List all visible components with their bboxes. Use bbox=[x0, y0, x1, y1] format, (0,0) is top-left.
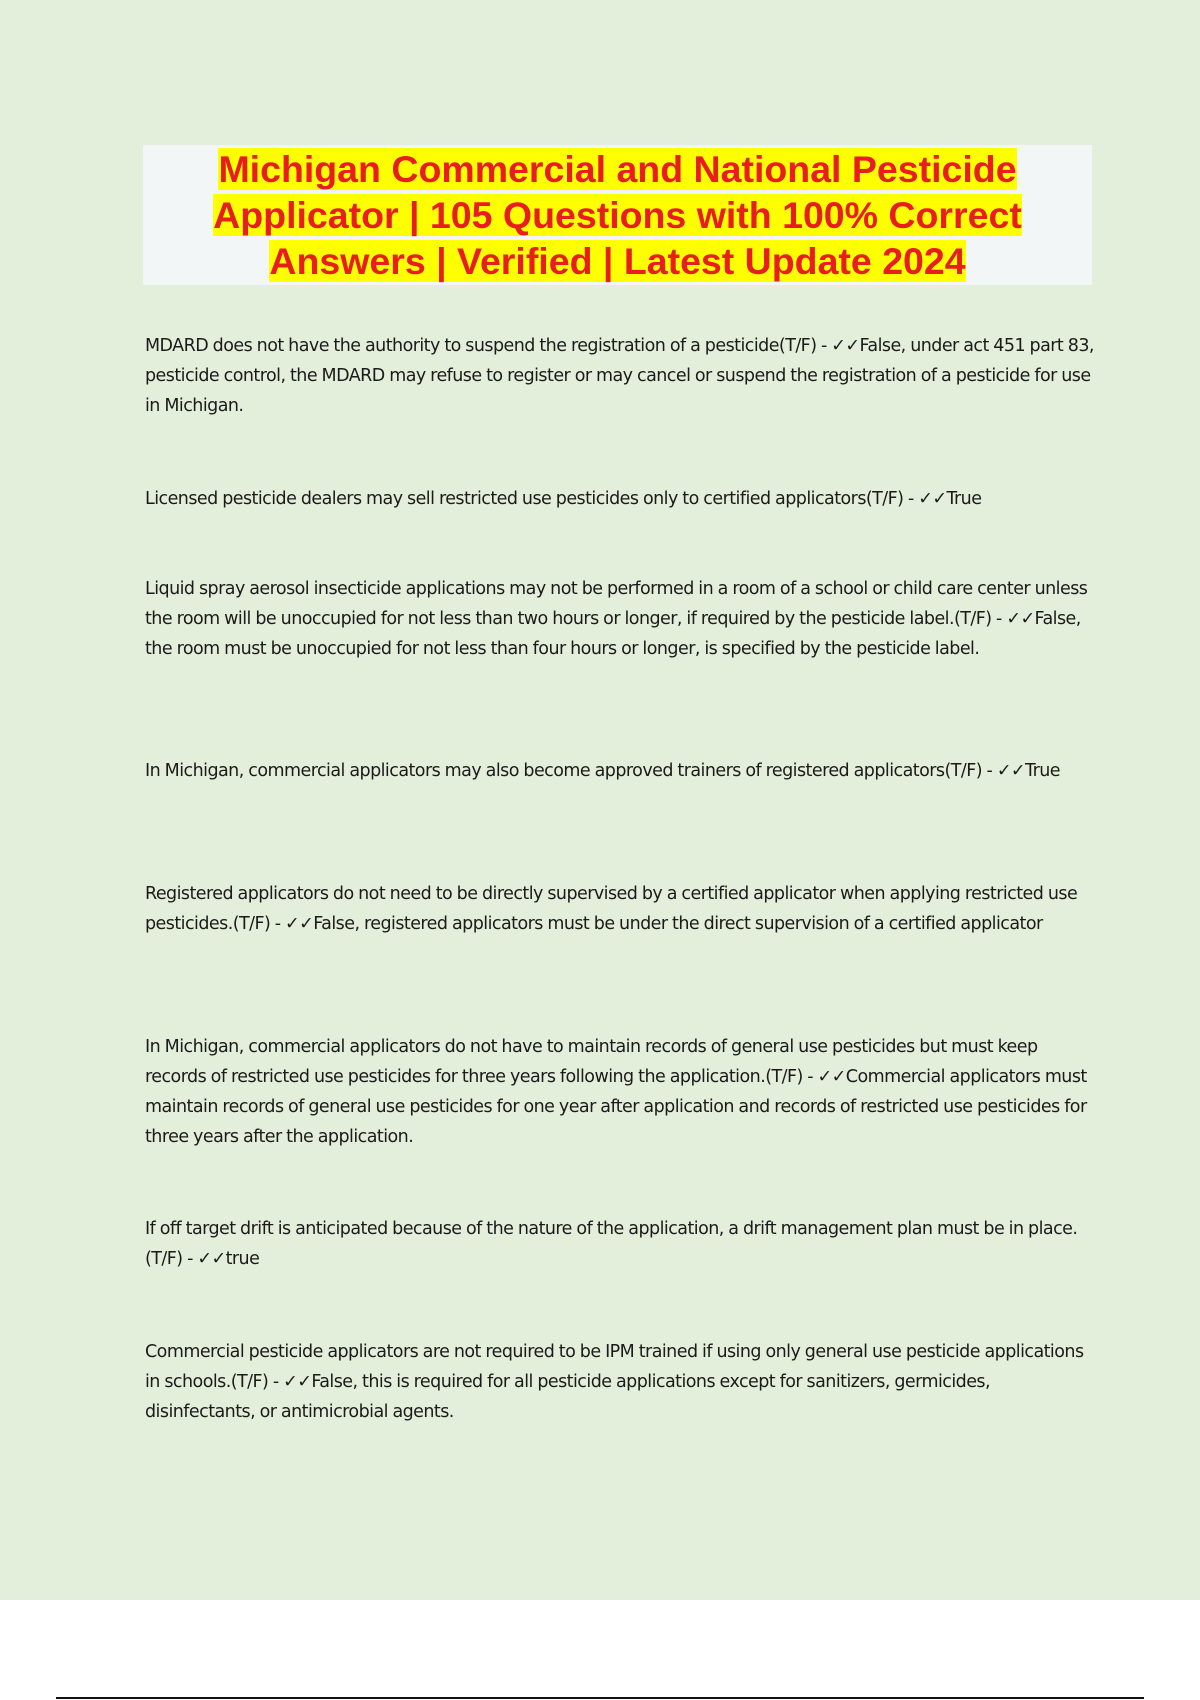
qa-item-4: In Michigan, commercial applicators may also become approved trainers of registered applicators(T/F) - ✓✓True bbox=[145, 761, 1061, 781]
title-line-2: Applicator | 105 Questions with 100% Correct bbox=[213, 194, 1022, 236]
qa-item-3: Liquid spray aerosol insecticide applications may not be performed in a room of a school or child care center unless the room will be unoccupied for not less than two hours or longer, if required by the pesticide label.(T/F) - ✓✓False, the room must be unoccupied for not less than four hours or longer, is specified by the pesticide label. bbox=[145, 579, 1088, 659]
footer-divider bbox=[56, 1697, 1144, 1699]
qa-item-6: In Michigan, commercial applicators do not have to maintain records of general use pesticides but must keep records of restricted use pesticides for three years following the application.(T/F) - ✓✓Commercial applicators must maintain records of general use pesticides for one year after application and records of restricted use pesticides for three years after the application. bbox=[145, 1037, 1087, 1147]
qa-item-7: If off target drift is anticipated because of the nature of the application, a drift management plan must be in place.(T/F) - ✓✓true bbox=[145, 1219, 1078, 1269]
qa-item-8: Commercial pesticide applicators are not required to be IPM trained if using only general use pesticide applications in schools.(T/F) - ✓✓False, this is required for all pesticide applications except for sanitizers, germicides, disinfectants, or antimicrobial agents. bbox=[145, 1342, 1084, 1422]
qa-item-5: Registered applicators do not need to be directly supervised by a certified applicator when applying restricted use pesticides.(T/F) - ✓✓False, registered applicators must be under the direct supervision of a certified applicator bbox=[145, 884, 1078, 934]
title-line-1: Michigan Commercial and National Pesticide bbox=[218, 148, 1017, 190]
title-line-3: Answers | Verified | Latest Update 2024 bbox=[269, 240, 966, 282]
document-title bbox=[143, 145, 1092, 285]
qa-item-2: Licensed pesticide dealers may sell restricted use pesticides only to certified applicators(T/F) - ✓✓True bbox=[145, 489, 982, 509]
qa-item-1: MDARD does not have the authority to suspend the registration of a pesticide(T/F) - ✓✓False, under act 451 part 83, pesticide control, the MDARD may refuse to register or may cancel or suspend the registration of a pesticide for use in Michigan. bbox=[145, 336, 1094, 416]
